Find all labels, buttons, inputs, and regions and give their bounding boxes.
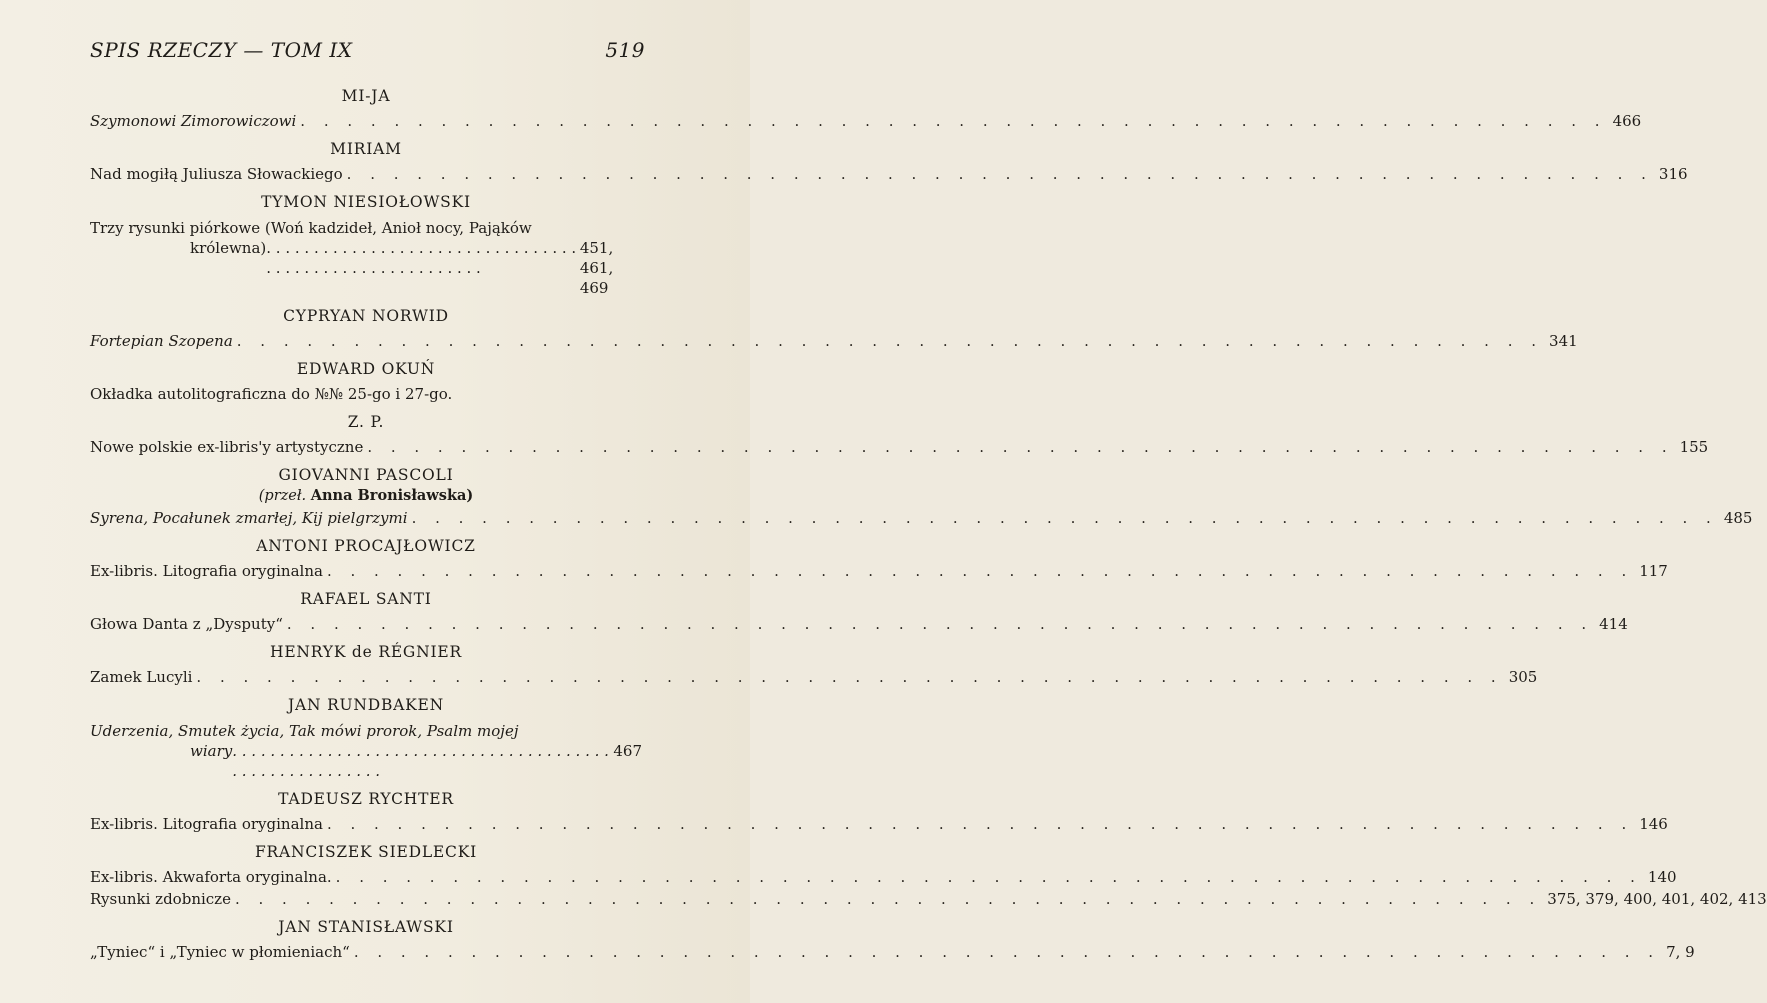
author-heading: FRANCISZEK SIEDLECKI bbox=[254, 843, 478, 861]
toc-entry bbox=[90, 218, 642, 298]
toc-entry bbox=[90, 943, 1695, 962]
dot-leader: . . . . . . . . . . . . . . . . . . . . . . . . . . . . . . . . . . . . . . . . . . . . . . . . . . . . . . . . bbox=[367, 438, 1674, 456]
running-head bbox=[90, 38, 645, 62]
dot-leader: . . . . . . . . . . . . . . . . . . . . . . . . . . . . . . . . . . . . . . . . . . . . . . . . . . . . . . . . bbox=[232, 742, 609, 780]
entry-pages: 7, 9 bbox=[1666, 943, 1695, 961]
toc-entry bbox=[90, 385, 642, 404]
entry-pages: 467 bbox=[613, 742, 642, 760]
author-heading: MIRIAM bbox=[330, 140, 402, 158]
dot-leader: . . . . . . . . . . . . . . . . . . . . . . . . . . . . . . . . . . . . . . . . . . . . . . . . . . . . . . . . bbox=[236, 332, 1544, 350]
author-heading: CYPRYAN NORWID bbox=[283, 307, 449, 325]
toc-entry bbox=[90, 509, 1753, 528]
author-heading: TADEUSZ RYCHTER bbox=[278, 790, 454, 808]
author-heading: GIOVANNI PASCOLI bbox=[278, 466, 454, 484]
entry-pages: 414 bbox=[1599, 615, 1628, 633]
dot-leader: . . . . . . . . . . . . . . . . . . . . . . . . . . . . . . . . . . . . . . . . . . . . . . . . . . . . . . . . bbox=[266, 239, 577, 277]
toc-entry bbox=[90, 562, 1668, 581]
entry-title-line2: wiary bbox=[190, 742, 233, 760]
running-title: SPIS RZECZY — TOM IX bbox=[90, 38, 353, 62]
entry-pages: 146 bbox=[1639, 815, 1668, 833]
entry-title: „Tyniec“ i „Tyniec w płomieniach“ bbox=[90, 943, 350, 961]
toc-entry bbox=[90, 165, 1688, 184]
entry-pages: 466 bbox=[1612, 112, 1642, 130]
author-heading: MI-JA bbox=[341, 87, 391, 105]
entry-line2 bbox=[90, 238, 642, 298]
toc-entry bbox=[90, 668, 1538, 687]
entry-pages: 155 bbox=[1679, 438, 1709, 456]
toc-entry bbox=[90, 112, 1642, 131]
dot-leader: . . . . . . . . . . . . . . . . . . . . . . . . . . . . . . . . . . . . . . . . . . . . . . . . . . . . . . . . bbox=[286, 615, 1594, 633]
entry-pages: 451, 461, 469 bbox=[579, 239, 614, 297]
entry-title-line1: Uderzenia, Smutek życia, Tak mówi prorok, Psalm mojej bbox=[90, 722, 519, 740]
author-heading: JAN RUNDBAKEN bbox=[287, 696, 445, 714]
entry-line2 bbox=[90, 741, 642, 781]
dot-leader: . . . . . . . . . . . . . . . . . . . . . . . . . . . . . . . . . . . . . . . . . . . . . . . . . . . . . . . . bbox=[411, 509, 1718, 527]
entry-pages: 305 bbox=[1508, 668, 1538, 686]
dot-leader: . . . . . . . . . . . . . . . . . . . . . . . . . . . . . . . . . . . . . . . . . . . . . . . . . . . . . . . . bbox=[234, 890, 1542, 908]
entry-title: Nowe polskie ex-libris'y artystyczne bbox=[90, 438, 364, 456]
dot-leader: . . . . . . . . . . . . . . . . . . . . . . . . . . . . . . . . . . . . . . . . . . . . . . . . . . . . . . . . bbox=[326, 815, 1634, 833]
entry-title: Głowa Danta z „Dysputy“ bbox=[90, 615, 283, 633]
entry-title: Rysunki zdobnicze bbox=[90, 890, 231, 908]
entry-title: Fortepian Szopena bbox=[90, 332, 233, 350]
entry-title: Zamek Lucyli bbox=[90, 668, 193, 686]
dot-leader: . . . . . . . . . . . . . . . . . . . . . . . . . . . . . . . . . . . . . . . . . . . . . . . . . . . . . . . . bbox=[300, 112, 1607, 130]
entry-pages: 117 bbox=[1639, 562, 1668, 580]
toc-entry bbox=[90, 332, 1578, 351]
dot-leader: . . . . . . . . . . . . . . . . . . . . . . . . . . . . . . . . . . . . . . . . . . . . . . . . . . . . . . . . bbox=[346, 165, 1653, 183]
entry-pages: 316 bbox=[1658, 165, 1688, 183]
entry-title-line2: królewna) bbox=[190, 239, 267, 257]
author-heading: TYMON NIESIOŁOWSKI bbox=[261, 193, 471, 211]
author-heading: EDWARD OKUŃ bbox=[296, 360, 436, 378]
entry-pages: 341 bbox=[1549, 332, 1578, 350]
author-heading: ANTONI PROCAJŁOWICZ bbox=[256, 537, 476, 555]
translator-prefix: (przeł. bbox=[258, 488, 307, 504]
author-heading: JAN STANISŁAWSKI bbox=[278, 918, 454, 936]
author-heading: HENRYK de RÉGNIER bbox=[270, 643, 462, 661]
entry-pages: 140 bbox=[1647, 868, 1677, 886]
entry-pages: 485 bbox=[1723, 509, 1753, 527]
author-heading: RAFAEL SANTI bbox=[300, 590, 432, 608]
dot-leader: . . . . . . . . . . . . . . . . . . . . . . . . . . . . . . . . . . . . . . . . . . . . . . . . . . . . . . . . bbox=[353, 943, 1661, 961]
page-number: 519 bbox=[605, 38, 645, 62]
toc-entry bbox=[90, 815, 1668, 834]
dot-leader: . . . . . . . . . . . . . . . . . . . . . . . . . . . . . . . . . . . . . . . . . . . . . . . . . . . . . . . . bbox=[196, 668, 1503, 686]
entry-title: Okładka autolitograficzna do №№ 25-go i 27-go. bbox=[90, 385, 453, 403]
dot-leader: . . . . . . . . . . . . . . . . . . . . . . . . . . . . . . . . . . . . . . . . . . . . . . . . . . . . . . . . bbox=[335, 868, 1642, 886]
entry-title: Ex-libris. Litografia oryginalna bbox=[90, 815, 323, 833]
entry-title: Szymonowi Zimorowiczowi bbox=[90, 112, 297, 130]
toc-entry bbox=[90, 890, 1767, 909]
entry-title: Ex-libris. Litografia oryginalna bbox=[90, 562, 323, 580]
entry-title: Ex-libris. Akwaforta oryginalna. bbox=[90, 868, 332, 886]
toc-entry bbox=[90, 615, 1628, 634]
entry-title: Syrena, Pocałunek zmarłej, Kij pielgrzymi bbox=[90, 509, 408, 527]
dot-leader: . . . . . . . . . . . . . . . . . . . . . . . . . . . . . . . . . . . . . . . . . . . . . . . . . . . . . . . . bbox=[326, 562, 1634, 580]
table-of-contents bbox=[90, 87, 1767, 965]
translator-name: Anna Bronisławska) bbox=[310, 487, 474, 504]
translator-line bbox=[90, 487, 642, 505]
entry-title: Nad mogiłą Juliusza Słowackiego bbox=[90, 165, 343, 183]
author-heading: Z. P. bbox=[347, 413, 385, 431]
entry-pages: 375, 379, 400, 401, 402, 413 bbox=[1547, 890, 1767, 908]
toc-entry bbox=[90, 868, 1677, 887]
toc-entry bbox=[90, 721, 642, 781]
entry-title-line1: Trzy rysunki piórkowe (Woń kadzideł, Anioł nocy, Pająków bbox=[90, 219, 532, 237]
toc-entry bbox=[90, 438, 1709, 457]
